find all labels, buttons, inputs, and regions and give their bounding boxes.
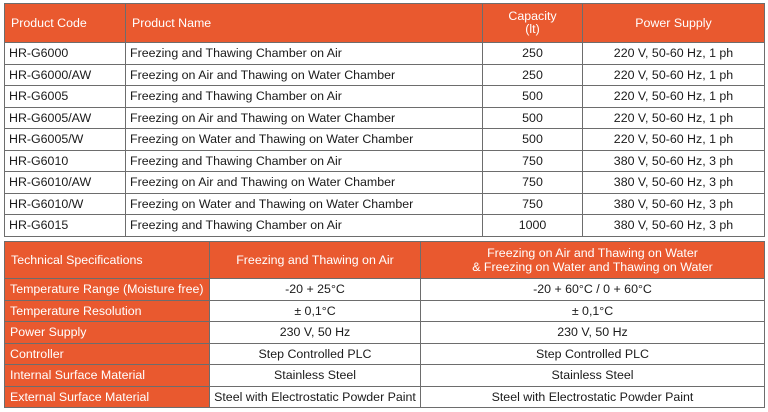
power-supply-cell: 220 V, 50-60 Hz, 1 ph bbox=[583, 86, 765, 108]
specifications-table-body bbox=[5, 279, 765, 408]
capacity-cell: 250 bbox=[483, 64, 583, 86]
header-freezing-thawing-water bbox=[421, 242, 765, 279]
spec-water-cell: 230 V, 50 Hz bbox=[421, 322, 765, 344]
header-product-code: Product Code bbox=[5, 4, 126, 43]
spec-label-cell: Controller bbox=[5, 343, 210, 365]
capacity-cell: 500 bbox=[483, 129, 583, 151]
header-technical-specifications: Technical Specifications bbox=[5, 242, 210, 279]
product-name-cell: Freezing on Water and Thawing on Water Chamber bbox=[126, 193, 483, 215]
power-supply-cell: 380 V, 50-60 Hz, 3 ph bbox=[583, 193, 765, 215]
product-table-body bbox=[5, 43, 765, 237]
power-supply-cell: 220 V, 50-60 Hz, 1 ph bbox=[583, 129, 765, 151]
spec-air-cell: Step Controlled PLC bbox=[210, 343, 421, 365]
specifications-table-header bbox=[5, 242, 765, 279]
table-row bbox=[5, 129, 765, 151]
table-row bbox=[5, 215, 765, 237]
product-code-cell: HR-G6010/AW bbox=[5, 172, 126, 194]
capacity-cell: 750 bbox=[483, 150, 583, 172]
spec-water-cell: Step Controlled PLC bbox=[421, 343, 765, 365]
power-supply-cell: 220 V, 50-60 Hz, 1 ph bbox=[583, 107, 765, 129]
table-row bbox=[5, 300, 765, 322]
product-code-cell: HR-G6010/W bbox=[5, 193, 126, 215]
table-row bbox=[5, 322, 765, 344]
product-name-cell: Freezing on Air and Thawing on Water Chamber bbox=[126, 107, 483, 129]
spec-water-cell: ± 0,1°C bbox=[421, 300, 765, 322]
spec-label-cell: Power Supply bbox=[5, 322, 210, 344]
spec-air-cell: Stainless Steel bbox=[210, 365, 421, 387]
product-code-cell: HR-G6000 bbox=[5, 43, 126, 65]
product-name-cell: Freezing and Thawing Chamber on Air bbox=[126, 150, 483, 172]
specifications-table bbox=[4, 241, 765, 408]
capacity-cell: 250 bbox=[483, 43, 583, 65]
header-capacity bbox=[483, 4, 583, 43]
spec-label-cell: Temperature Resolution bbox=[5, 300, 210, 322]
table-row bbox=[5, 86, 765, 108]
table-row bbox=[5, 172, 765, 194]
spec-air-cell: 230 V, 50 Hz bbox=[210, 322, 421, 344]
product-code-cell: HR-G6015 bbox=[5, 215, 126, 237]
product-code-cell: HR-G6000/AW bbox=[5, 64, 126, 86]
product-code-cell: HR-G6005/W bbox=[5, 129, 126, 151]
spec-label-cell: External Surface Material bbox=[5, 386, 210, 408]
table-row bbox=[5, 107, 765, 129]
product-name-cell: Freezing on Air and Thawing on Water Chamber bbox=[126, 64, 483, 86]
header-capacity-line1: Capacity bbox=[508, 9, 557, 23]
capacity-cell: 1000 bbox=[483, 215, 583, 237]
header-freezing-thawing-air: Freezing and Thawing on Air bbox=[210, 242, 421, 279]
power-supply-cell: 380 V, 50-60 Hz, 3 ph bbox=[583, 215, 765, 237]
power-supply-cell: 220 V, 50-60 Hz, 1 ph bbox=[583, 64, 765, 86]
product-code-cell: HR-G6005 bbox=[5, 86, 126, 108]
table-row bbox=[5, 365, 765, 387]
spec-water-cell: Stainless Steel bbox=[421, 365, 765, 387]
spec-water-cell: -20 + 60°C / 0 + 60°C bbox=[421, 279, 765, 301]
spec-air-cell: ± 0,1°C bbox=[210, 300, 421, 322]
product-table-header bbox=[5, 4, 765, 43]
power-supply-cell: 380 V, 50-60 Hz, 3 ph bbox=[583, 150, 765, 172]
header-water-line1: Freezing on Air and Thawing on Water bbox=[487, 246, 698, 260]
table-row bbox=[5, 386, 765, 408]
spec-air-cell: -20 + 25°C bbox=[210, 279, 421, 301]
product-name-cell: Freezing and Thawing Chamber on Air bbox=[126, 43, 483, 65]
power-supply-cell: 220 V, 50-60 Hz, 1 ph bbox=[583, 43, 765, 65]
spec-air-cell: Steel with Electrostatic Powder Paint bbox=[210, 386, 421, 408]
product-name-cell: Freezing on Water and Thawing on Water Chamber bbox=[126, 129, 483, 151]
product-code-cell: HR-G6005/AW bbox=[5, 107, 126, 129]
table-row bbox=[5, 343, 765, 365]
product-name-cell: Freezing and Thawing Chamber on Air bbox=[126, 215, 483, 237]
product-table bbox=[4, 3, 765, 237]
table-row bbox=[5, 279, 765, 301]
table-row bbox=[5, 193, 765, 215]
table-row bbox=[5, 150, 765, 172]
header-capacity-line2: (lt) bbox=[525, 22, 540, 36]
power-supply-cell: 380 V, 50-60 Hz, 3 ph bbox=[583, 172, 765, 194]
product-code-cell: HR-G6010 bbox=[5, 150, 126, 172]
capacity-cell: 750 bbox=[483, 193, 583, 215]
header-power-supply: Power Supply bbox=[583, 4, 765, 43]
product-name-cell: Freezing and Thawing Chamber on Air bbox=[126, 86, 483, 108]
table-row bbox=[5, 64, 765, 86]
header-product-name: Product Name bbox=[126, 4, 483, 43]
capacity-cell: 750 bbox=[483, 172, 583, 194]
capacity-cell: 500 bbox=[483, 107, 583, 129]
spec-label-cell: Temperature Range (Moisture free) bbox=[5, 279, 210, 301]
spec-water-cell: Steel with Electrostatic Powder Paint bbox=[421, 386, 765, 408]
capacity-cell: 500 bbox=[483, 86, 583, 108]
product-name-cell: Freezing on Air and Thawing on Water Chamber bbox=[126, 172, 483, 194]
spec-label-cell: Internal Surface Material bbox=[5, 365, 210, 387]
table-row bbox=[5, 43, 765, 65]
header-water-line2: & Freezing on Water and Thawing on Water bbox=[472, 260, 713, 274]
